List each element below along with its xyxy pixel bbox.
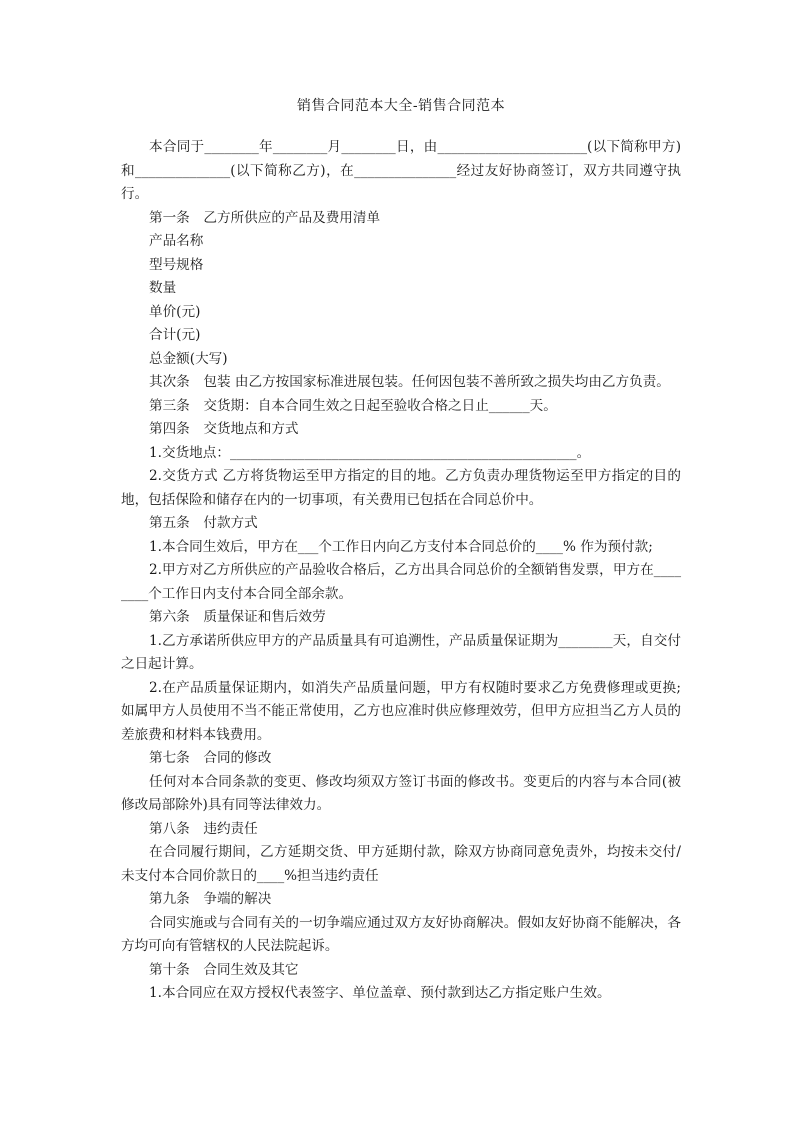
article-5-heading: 第五条 付款方式 xyxy=(149,515,258,531)
article-7-body: 任何对本合同条款的变更、修改均须双方签订书面的修改书。变更后的内容与本合同(被修改局部除外)具有同等法律效力。 xyxy=(121,773,681,813)
contract-intro: 本合同于________年________月________日，由______________________(以下简称甲方)和______________(以下简称乙方)，在_______________经过友好协商签订，双方共同遵守执行。 xyxy=(121,139,681,202)
article-1-heading: 第一条 乙方所供应的产品及费用清单 xyxy=(149,209,381,226)
article-9-body: 合同实施或与合同有关的一切争端应通过双方友好协商解决。假如友好协商不能解决，各方均可向有管辖权的人民法院起诉。 xyxy=(121,914,681,954)
article-4-heading: 第四条 交货地点和方式 xyxy=(149,421,299,437)
article-10-clause-1: 1.本合同应在双方授权代表签字、单位盖章、预付款到达乙方指定账户生效。 xyxy=(149,985,611,1001)
article-5-clause-2: 2.甲方对乙方所供应的产品验收合格后，乙方出具合同总价的全额销售发票，甲方在________个工作日内支付本合同全部余款。 xyxy=(121,562,681,602)
item-model-spec: 型号规格 xyxy=(149,256,204,273)
article-8-body: 在合同履行期间，乙方延期交货、甲方延期付款，除双方协商同意免责外，均按未交付/未支付本合同价款日的____%担当违约责任 xyxy=(121,844,681,884)
item-quantity: 数量 xyxy=(149,280,177,296)
document-title: 销售合同范本大全-销售合同范本 xyxy=(296,98,506,114)
document-page xyxy=(121,96,681,1006)
article-9-heading: 第九条 争端的解决 xyxy=(149,891,272,907)
article-4-clause-1: 1.交货地点：___________________________________________________。 xyxy=(149,444,591,461)
article-2-packaging: 其次条 包装 由乙方按国家标准进展包装。任何因包装不善所致之损失均由乙方负责。 xyxy=(149,374,670,390)
article-5-clause-1: 1.本合同生效后，甲方在___个工作日内向乙方支付本合同总价的____% 作为预付款; xyxy=(149,538,653,555)
article-3-delivery-period: 第三条 交货期：自本合同生效之日起至验收合格之日止______天。 xyxy=(149,397,557,414)
article-6-clause-1: 1.乙方承诺所供应甲方的产品质量具有可追溯性，产品质量保证期为________天，自交付之日起计算。 xyxy=(121,632,681,672)
item-subtotal: 合计(元) xyxy=(149,327,201,343)
item-product-name: 产品名称 xyxy=(149,233,204,249)
article-4-clause-2: 2.交货方式 乙方将货物运至甲方指定的目的地。乙方负责办理货物运至甲方指定的目的地，包括保险和储存在内的一切事项，有关费用已包括在合同总价中。 xyxy=(121,468,681,508)
item-unit-price: 单价(元) xyxy=(149,303,201,320)
article-8-heading: 第八条 违约责任 xyxy=(149,820,258,837)
article-6-clause-2: 2.在产品质量保证期内，如消失产品质量问题，甲方有权随时要求乙方免费修理或更换;如属甲方人员使用不当不能正常使用，乙方也应准时供应修理效劳，但甲方应担当乙方人员的差旅费和材料本钱费用。 xyxy=(121,679,681,743)
article-7-heading: 第七条 合同的修改 xyxy=(149,750,272,766)
item-total-amount: 总金额(大写) xyxy=(149,350,228,367)
article-10-heading: 第十条 合同生效及其它 xyxy=(149,961,299,978)
article-6-heading: 第六条 质量保证和售后效劳 xyxy=(149,609,326,625)
